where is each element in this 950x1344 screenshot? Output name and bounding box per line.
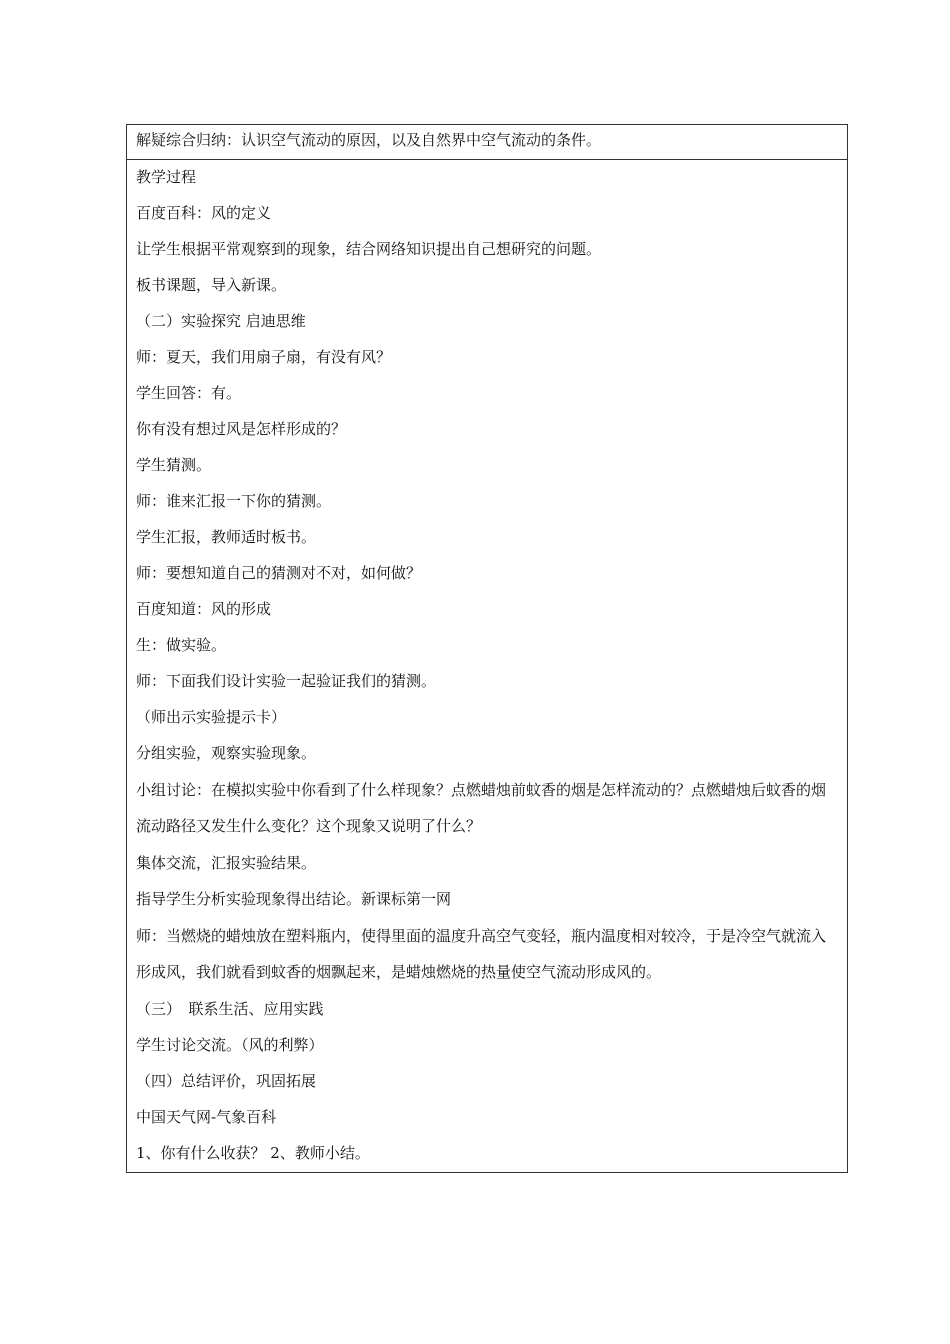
lesson-plan-table bbox=[126, 124, 848, 1173]
text-line: 生：做实验。 bbox=[136, 636, 227, 654]
section-heading-experiment: （二）实验探究 启迪思维 bbox=[136, 312, 306, 330]
text-line: 集体交流，汇报实验结果。 bbox=[136, 854, 317, 872]
summary-row bbox=[127, 125, 848, 160]
text-line: 师：要想知道自己的猜测对不对，如何做？ bbox=[136, 564, 422, 582]
text-line: 指导学生分析实验现象得出结论。新课标第一网 bbox=[136, 890, 452, 908]
text-line: 百度知道：风的形成 bbox=[136, 600, 272, 618]
text-paragraph: 小组讨论：在模拟实验中你看到了什么样现象？点燃蜡烛前蚊香的烟是怎样流动的？点燃蜡烛后蚊香的烟流动路径又发生什么变化？这个现象又说明了什么？ bbox=[136, 781, 827, 835]
text-line: 分组实验，观察实验现象。 bbox=[136, 744, 317, 762]
text-line: 百度百科：风的定义 bbox=[136, 204, 272, 222]
process-cell bbox=[127, 160, 848, 1173]
text-line: 学生汇报，教师适时板书。 bbox=[136, 528, 317, 546]
text-line: 学生回答：有。 bbox=[136, 384, 242, 402]
text-line: 中国天气网-气象百科 bbox=[136, 1108, 277, 1126]
text-line: 学生讨论交流。（风的利弊） bbox=[136, 1036, 324, 1054]
text-line: 1、你有什么收获？ 2、教师小结。 bbox=[136, 1144, 370, 1162]
summary-cell bbox=[127, 125, 848, 160]
section-heading-process: 教学过程 bbox=[136, 168, 197, 186]
section-heading-summary: （四）总结评价，巩固拓展 bbox=[136, 1072, 317, 1090]
text-line: （师出示实验提示卡） bbox=[136, 708, 287, 726]
text-line: 师：下面我们设计实验一起验证我们的猜测。 bbox=[136, 672, 437, 690]
text-paragraph: 师：当燃烧的蜡烛放在塑料瓶内，使得里面的温度升高空气变轻，瓶内温度相对较冷，于是冷空气就流入形成风，我们就看到蚊香的烟飘起来，是蜡烛燃烧的热量使空气流动形成风的。 bbox=[136, 927, 827, 981]
section-heading-practice: （三） 联系生活、应用实践 bbox=[136, 1000, 324, 1018]
text-line: 你有没有想过风是怎样形成的？ bbox=[136, 420, 347, 438]
text-line: 让学生根据平常观察到的现象，结合网络知识提出自己想研究的问题。 bbox=[136, 240, 602, 258]
process-row bbox=[127, 160, 848, 1173]
text-line: 师：夏天，我们用扇子扇，有没有风？ bbox=[136, 348, 392, 366]
summary-text: 解疑综合归纳：认识空气流动的原因，以及自然界中空气流动的条件。 bbox=[136, 131, 602, 149]
text-line: 师：谁来汇报一下你的猜测。 bbox=[136, 492, 332, 510]
text-line: 学生猜测。 bbox=[136, 456, 212, 474]
text-line: 板书课题，导入新课。 bbox=[136, 276, 287, 294]
